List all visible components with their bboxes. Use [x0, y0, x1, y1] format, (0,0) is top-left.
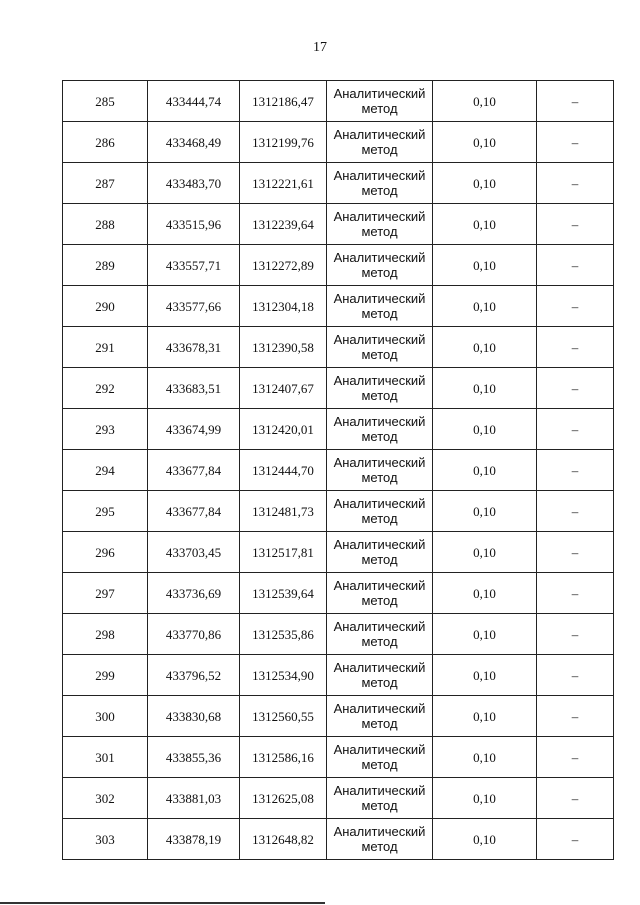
method-label-line1: Аналитический [333, 168, 426, 183]
y-coordinate-cell: 1312539,64 [240, 573, 327, 614]
precision-cell: 0,10 [433, 81, 537, 122]
method-label-line1: Аналитический [333, 455, 426, 470]
table-row [63, 655, 614, 696]
method-cell [327, 450, 433, 491]
method-label-line2: метод [361, 757, 398, 772]
note-cell: – [537, 409, 614, 450]
y-coordinate-cell: 1312534,90 [240, 655, 327, 696]
method-label-line1: Аналитический [333, 742, 426, 757]
method-cell [327, 204, 433, 245]
table-row [63, 368, 614, 409]
note-cell: – [537, 450, 614, 491]
x-coordinate-cell: 433703,45 [148, 532, 240, 573]
method-cell [327, 327, 433, 368]
method-label-line1: Аналитический [333, 414, 426, 429]
method-label-line2: метод [361, 347, 398, 362]
y-coordinate-cell: 1312390,58 [240, 327, 327, 368]
table-row [63, 696, 614, 737]
method-label-line1: Аналитический [333, 619, 426, 634]
point-number-cell: 303 [63, 819, 148, 860]
x-coordinate-cell: 433677,84 [148, 491, 240, 532]
note-cell: – [537, 737, 614, 778]
note-cell: – [537, 204, 614, 245]
point-number-cell: 286 [63, 122, 148, 163]
method-label-line2: метод [361, 429, 398, 444]
method-cell [327, 655, 433, 696]
note-cell: – [537, 245, 614, 286]
x-coordinate-cell: 433770,86 [148, 614, 240, 655]
method-label-line2: метод [361, 798, 398, 813]
table-row [63, 819, 614, 860]
method-label-line1: Аналитический [333, 373, 426, 388]
x-coordinate-cell: 433855,36 [148, 737, 240, 778]
x-coordinate-cell: 433736,69 [148, 573, 240, 614]
method-label-line1: Аналитический [333, 291, 426, 306]
precision-cell: 0,10 [433, 573, 537, 614]
method-label-line1: Аналитический [333, 496, 426, 511]
table-row [63, 204, 614, 245]
table-row [63, 614, 614, 655]
method-label-line1: Аналитический [333, 250, 426, 265]
coordinates-table [62, 80, 614, 860]
table-row [63, 573, 614, 614]
point-number-cell: 293 [63, 409, 148, 450]
x-coordinate-cell: 433796,52 [148, 655, 240, 696]
method-label-line2: метод [361, 183, 398, 198]
y-coordinate-cell: 1312272,89 [240, 245, 327, 286]
y-coordinate-cell: 1312199,76 [240, 122, 327, 163]
precision-cell: 0,10 [433, 245, 537, 286]
point-number-cell: 299 [63, 655, 148, 696]
y-coordinate-cell: 1312221,61 [240, 163, 327, 204]
method-cell [327, 819, 433, 860]
y-coordinate-cell: 1312535,86 [240, 614, 327, 655]
method-cell [327, 245, 433, 286]
note-cell: – [537, 286, 614, 327]
point-number-cell: 294 [63, 450, 148, 491]
method-label-line2: метод [361, 511, 398, 526]
x-coordinate-cell: 433683,51 [148, 368, 240, 409]
precision-cell: 0,10 [433, 778, 537, 819]
x-coordinate-cell: 433677,84 [148, 450, 240, 491]
precision-cell: 0,10 [433, 696, 537, 737]
precision-cell: 0,10 [433, 450, 537, 491]
table-row [63, 245, 614, 286]
method-label-line2: метод [361, 101, 398, 116]
y-coordinate-cell: 1312586,16 [240, 737, 327, 778]
precision-cell: 0,10 [433, 327, 537, 368]
table-row [63, 532, 614, 573]
method-cell [327, 368, 433, 409]
precision-cell: 0,10 [433, 819, 537, 860]
precision-cell: 0,10 [433, 491, 537, 532]
precision-cell: 0,10 [433, 204, 537, 245]
method-label-line2: метод [361, 634, 398, 649]
method-label-line2: метод [361, 224, 398, 239]
method-cell [327, 81, 433, 122]
y-coordinate-cell: 1312625,08 [240, 778, 327, 819]
method-cell [327, 614, 433, 655]
note-cell: – [537, 327, 614, 368]
precision-cell: 0,10 [433, 368, 537, 409]
precision-cell: 0,10 [433, 122, 537, 163]
table-row [63, 122, 614, 163]
note-cell: – [537, 81, 614, 122]
point-number-cell: 295 [63, 491, 148, 532]
method-cell [327, 532, 433, 573]
method-cell [327, 737, 433, 778]
point-number-cell: 300 [63, 696, 148, 737]
x-coordinate-cell: 433515,96 [148, 204, 240, 245]
x-coordinate-cell: 433577,66 [148, 286, 240, 327]
y-coordinate-cell: 1312444,70 [240, 450, 327, 491]
note-cell: – [537, 778, 614, 819]
y-coordinate-cell: 1312239,64 [240, 204, 327, 245]
note-cell: – [537, 122, 614, 163]
precision-cell: 0,10 [433, 737, 537, 778]
precision-cell: 0,10 [433, 409, 537, 450]
method-label-line2: метод [361, 306, 398, 321]
method-label-line2: метод [361, 716, 398, 731]
y-coordinate-cell: 1312560,55 [240, 696, 327, 737]
method-cell [327, 573, 433, 614]
point-number-cell: 290 [63, 286, 148, 327]
x-coordinate-cell: 433678,31 [148, 327, 240, 368]
point-number-cell: 302 [63, 778, 148, 819]
method-label-line1: Аналитический [333, 537, 426, 552]
x-coordinate-cell: 433468,49 [148, 122, 240, 163]
note-cell: – [537, 655, 614, 696]
method-label-line1: Аналитический [333, 824, 426, 839]
method-label-line1: Аналитический [333, 701, 426, 716]
y-coordinate-cell: 1312420,01 [240, 409, 327, 450]
table-row [63, 409, 614, 450]
note-cell: – [537, 532, 614, 573]
point-number-cell: 296 [63, 532, 148, 573]
method-label-line2: метод [361, 265, 398, 280]
y-coordinate-cell: 1312407,67 [240, 368, 327, 409]
x-coordinate-cell: 433557,71 [148, 245, 240, 286]
precision-cell: 0,10 [433, 286, 537, 327]
method-label-line1: Аналитический [333, 127, 426, 142]
table-row [63, 737, 614, 778]
method-cell [327, 122, 433, 163]
note-cell: – [537, 368, 614, 409]
y-coordinate-cell: 1312648,82 [240, 819, 327, 860]
x-coordinate-cell: 433878,19 [148, 819, 240, 860]
coordinates-table-body [63, 81, 614, 860]
note-cell: – [537, 163, 614, 204]
point-number-cell: 288 [63, 204, 148, 245]
method-label-line1: Аналитический [333, 578, 426, 593]
method-cell [327, 286, 433, 327]
x-coordinate-cell: 433444,74 [148, 81, 240, 122]
method-label-line2: метод [361, 388, 398, 403]
note-cell: – [537, 614, 614, 655]
note-cell: – [537, 491, 614, 532]
x-coordinate-cell: 433483,70 [148, 163, 240, 204]
precision-cell: 0,10 [433, 532, 537, 573]
method-label-line2: метод [361, 470, 398, 485]
method-label-line2: метод [361, 675, 398, 690]
note-cell: – [537, 696, 614, 737]
method-label-line1: Аналитический [333, 209, 426, 224]
table-row [63, 450, 614, 491]
x-coordinate-cell: 433830,68 [148, 696, 240, 737]
method-label-line2: метод [361, 839, 398, 854]
x-coordinate-cell: 433674,99 [148, 409, 240, 450]
note-cell: – [537, 819, 614, 860]
table-row [63, 778, 614, 819]
point-number-cell: 291 [63, 327, 148, 368]
table-row [63, 491, 614, 532]
x-coordinate-cell: 433881,03 [148, 778, 240, 819]
precision-cell: 0,10 [433, 614, 537, 655]
method-label-line1: Аналитический [333, 332, 426, 347]
method-cell [327, 163, 433, 204]
point-number-cell: 301 [63, 737, 148, 778]
page-number: 17 [313, 40, 327, 55]
method-cell [327, 778, 433, 819]
y-coordinate-cell: 1312304,18 [240, 286, 327, 327]
y-coordinate-cell: 1312186,47 [240, 81, 327, 122]
method-label-line2: метод [361, 593, 398, 608]
point-number-cell: 298 [63, 614, 148, 655]
method-cell [327, 491, 433, 532]
point-number-cell: 292 [63, 368, 148, 409]
note-cell: – [537, 573, 614, 614]
y-coordinate-cell: 1312481,73 [240, 491, 327, 532]
precision-cell: 0,10 [433, 655, 537, 696]
y-coordinate-cell: 1312517,81 [240, 532, 327, 573]
method-cell [327, 409, 433, 450]
method-label-line1: Аналитический [333, 86, 426, 101]
precision-cell: 0,10 [433, 163, 537, 204]
method-cell [327, 696, 433, 737]
point-number-cell: 297 [63, 573, 148, 614]
table-row [63, 286, 614, 327]
method-label-line1: Аналитический [333, 783, 426, 798]
point-number-cell: 287 [63, 163, 148, 204]
method-label-line2: метод [361, 552, 398, 567]
table-row [63, 163, 614, 204]
table-row [63, 81, 614, 122]
method-label-line2: метод [361, 142, 398, 157]
table-row [63, 327, 614, 368]
point-number-cell: 289 [63, 245, 148, 286]
scan-edge-line [0, 902, 325, 904]
method-label-line1: Аналитический [333, 660, 426, 675]
point-number-cell: 285 [63, 81, 148, 122]
